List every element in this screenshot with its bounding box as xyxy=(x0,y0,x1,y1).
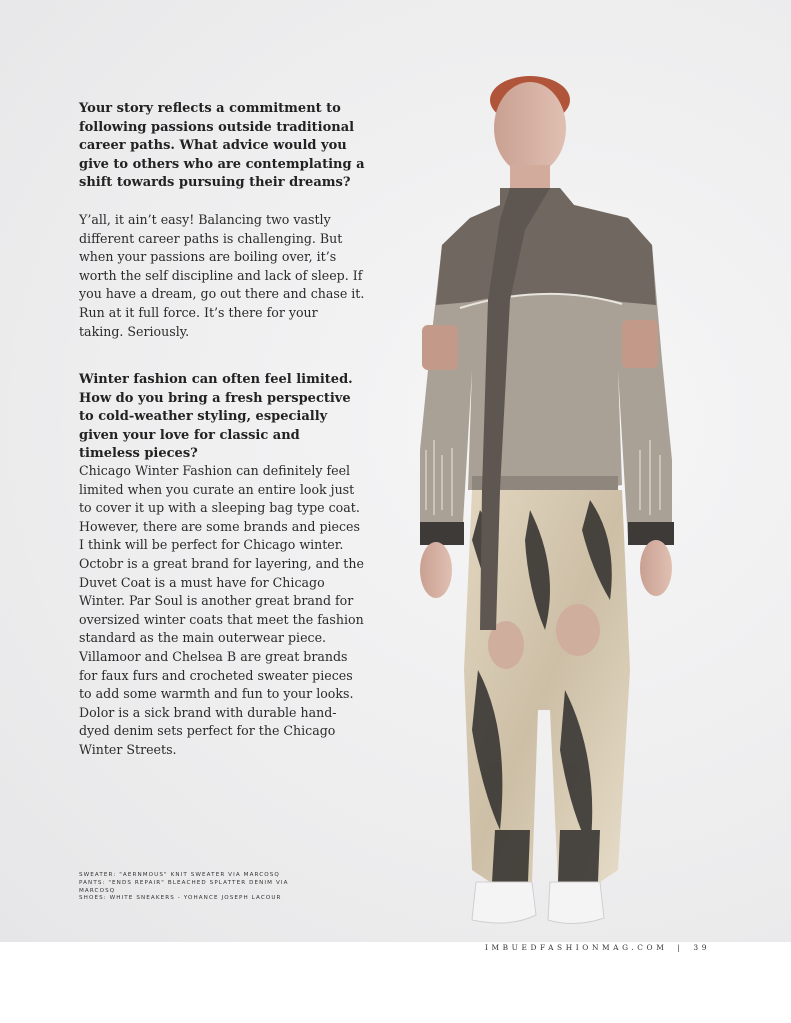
right-sneaker xyxy=(548,882,604,924)
interview-answer-2: Chicago Winter Fashion can definitely feel limited when you curate an entire look just to cover it up with a sleeping bag type coat. However, there are some brands and pieces I think will be perfect for Chicago winter. Octobr is a great brand for layering, and the Duvet Coat is a must have for Chicago Winter. Par Soul is another great brand for oversized winter coats that meet the fashion standard as the main outerwear piece. Villamoor and Chelsea B are great brands for faux furs and crocheted sweater pieces to add some warmth and fun to your looks. Dolor is a sick brand with durable hand-dyed denim sets perfect for the Chicago Winter Streets. xyxy=(79,463,364,757)
credit-sweater: SWEATER: "AERNMOUS" KNIT SWEATER VIA MARCOSQ xyxy=(79,872,280,878)
interview-answer-1: Y’all, it ain’t easy! Balancing two vastly different career paths is challenging. But when your passions are boiling over, it’s worth the self discipline and lack of sleep. If you have a dream, go out there and chase it. Run at it full force. It’s there for your taking. Seriously. xyxy=(79,212,365,339)
model-head xyxy=(494,82,566,174)
footer-website: IMBUEDFASHIONMAG.COM xyxy=(484,943,668,952)
interview-question-2: Winter fashion can often feel limited. How do you bring a fresh perspective to cold-weather styling, especially given your love for classic and timeless pieces? xyxy=(79,372,353,462)
page-footer xyxy=(485,943,710,952)
right-hand xyxy=(640,540,672,596)
sweater-yoke xyxy=(436,188,656,305)
model-photo xyxy=(360,70,720,942)
page-number: 39 xyxy=(693,943,710,952)
left-sneaker xyxy=(472,882,536,923)
outfit-credits xyxy=(79,872,329,903)
interview-question-1: Your story reflects a commitment to following passions outside traditional career paths. What advice would you give to others who are contemplating a shift towards pursuing their dreams? xyxy=(79,101,365,191)
left-hand xyxy=(420,542,452,598)
credit-shoes: SHOES: WHITE SNEAKERS - YOHANCE JOSEPH LACOUR xyxy=(79,895,282,902)
credit-pants: PANTS: "ENDS REPAIR" BLEACHED SPLATTER DENIM VIA MARCOSQ xyxy=(79,879,289,894)
footer-separator: | xyxy=(677,943,684,952)
left-cuff xyxy=(420,522,464,545)
